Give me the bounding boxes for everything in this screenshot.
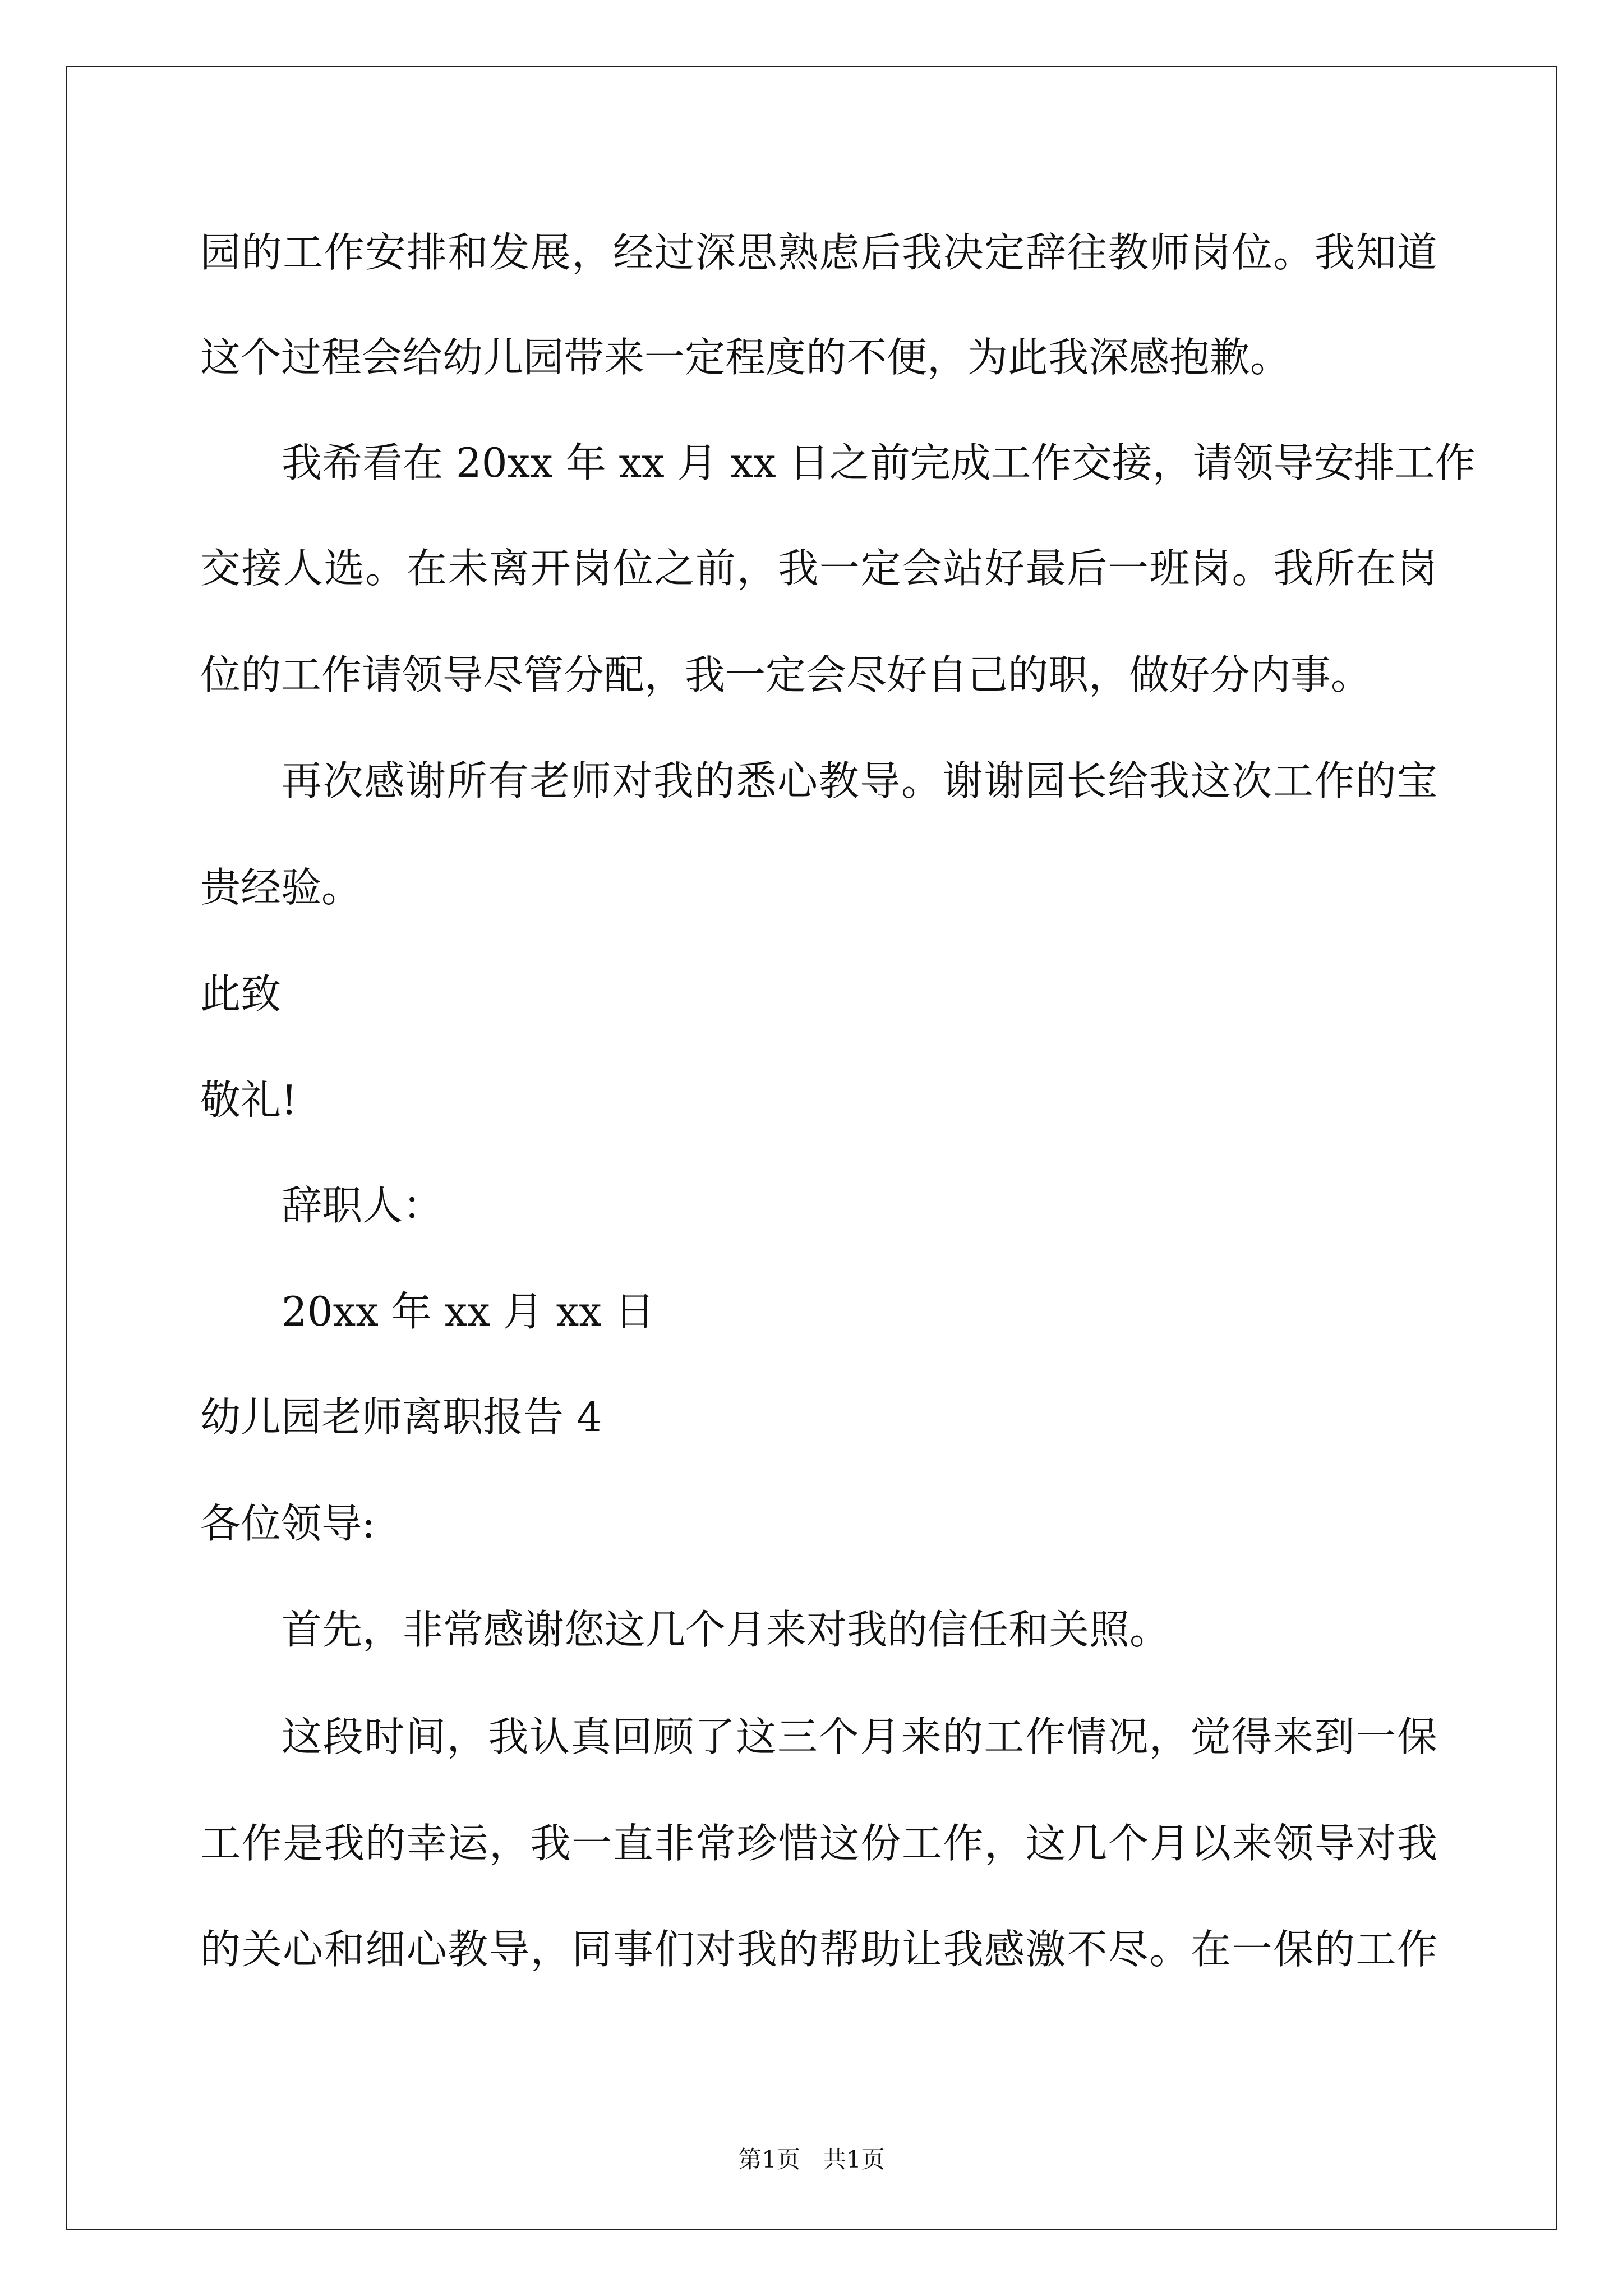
body-line: 我希看在 20xx 年 xx 月 xx 日之前完成工作交接，请领导安排工作 [282, 439, 1476, 486]
body-line: 位的工作请领导尽管分配，我一定会尽好自己的职，做好分内事。 [200, 651, 1372, 698]
closing-regards: 敬礼! [200, 1076, 297, 1124]
section-title: 幼儿园老师离职报告 4 [200, 1393, 602, 1441]
body-line: 工作是我的幸运，我一直非常珍惜这份工作，这几个月以来领导对我 [200, 1820, 1437, 1867]
body-line: 再次感谢所有老师对我的悉心教导。谢谢园长给我这次工作的宝 [282, 757, 1437, 804]
body-line: 的关心和细心教导，同事们对我的帮助让我感激不尽。在一保的工作 [200, 1926, 1437, 1973]
body-line: 首先，非常感谢您这几个月来对我的信任和关照。 [282, 1606, 1170, 1653]
body-line: 这个过程会给幼儿园带来一定程度的不便，为此我深感抱歉。 [200, 334, 1291, 381]
greeting: 各位领导: [200, 1500, 376, 1547]
body-line: 这段时间，我认真回顾了这三个月来的工作情况，觉得来到一保 [282, 1713, 1437, 1760]
signature-label: 辞职人： [282, 1182, 444, 1229]
page-border [66, 66, 1557, 2230]
signature-date: 20xx 年 xx 月 xx 日 [282, 1288, 655, 1335]
body-line: 园的工作安排和发展，经过深思熟虑后我决定辞往教师岗位。我知道 [200, 229, 1437, 276]
body-line: 贵经验。 [200, 864, 362, 911]
closing-salutation: 此致 [200, 970, 282, 1018]
page-number: 第1页 共1页 [738, 2146, 885, 2173]
body-line: 交接人选。在未离开岗位之前，我一定会站好最后一班岗。我所在岗 [200, 545, 1437, 592]
